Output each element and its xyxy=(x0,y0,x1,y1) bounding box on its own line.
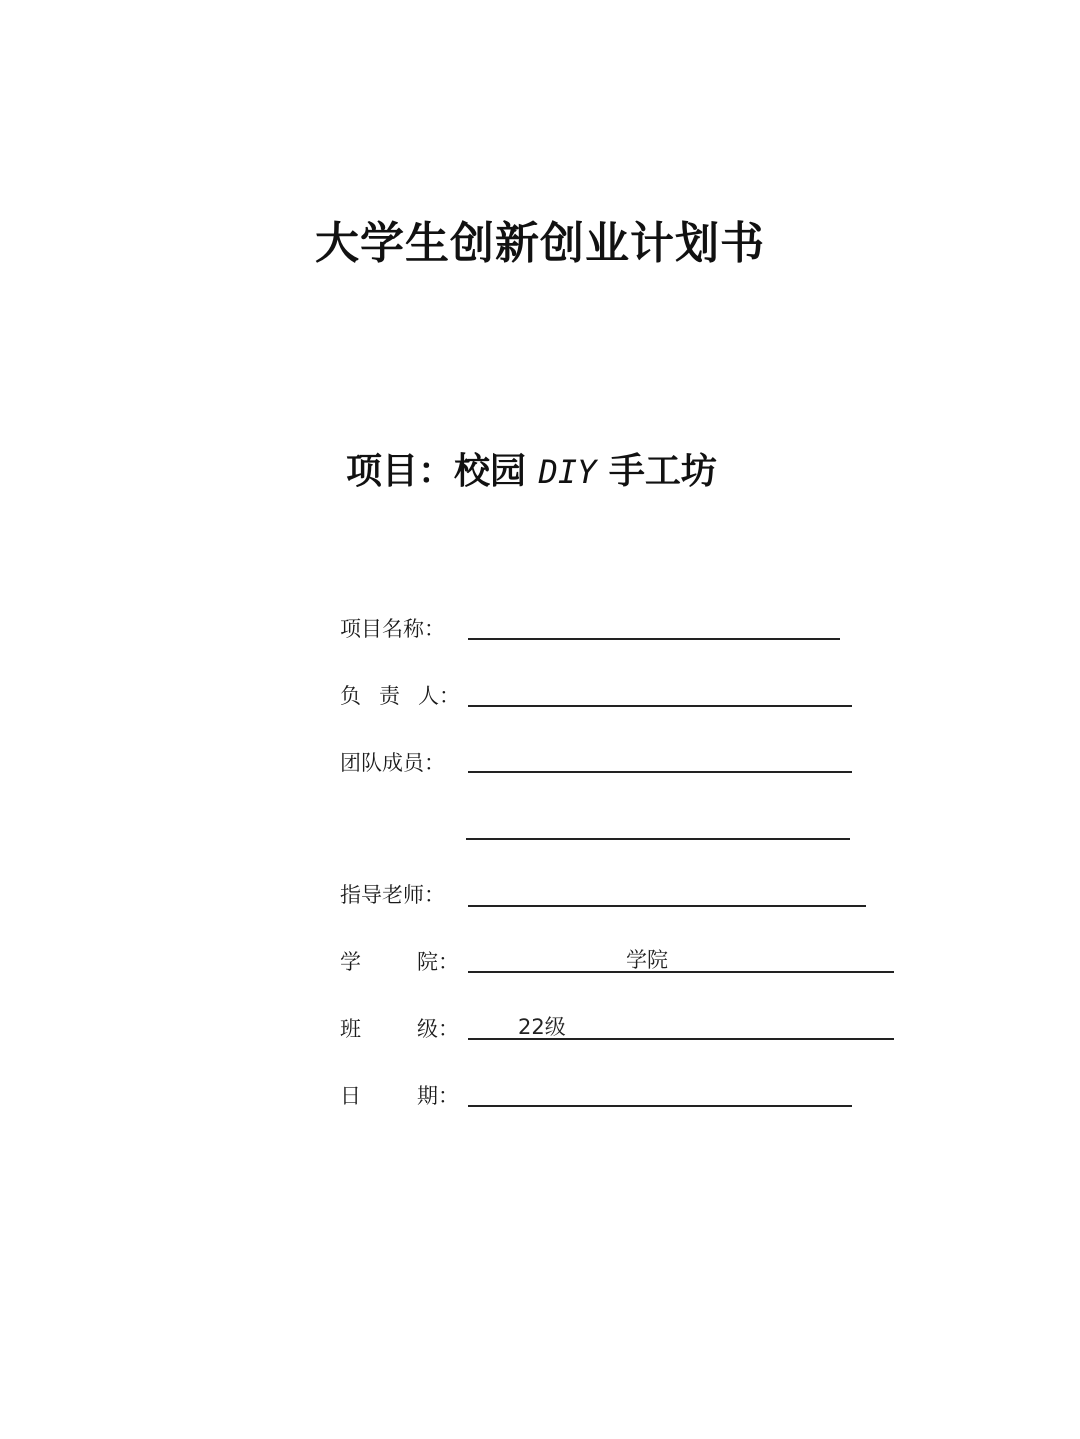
team-members-label: 团队成员： xyxy=(340,751,445,775)
advisor-label: 指导老师： xyxy=(340,883,445,907)
college-value: 学院 xyxy=(626,948,668,972)
project-name-line[interactable] xyxy=(468,638,840,640)
date-label-char-1: 日 xyxy=(340,1084,361,1108)
team-members-line-1[interactable] xyxy=(468,771,852,773)
project-heading xyxy=(346,446,717,497)
date-label-char-2: 期： xyxy=(417,1084,459,1108)
leader-label-char-2: 责 xyxy=(379,684,400,708)
college-label-char-1: 学 xyxy=(340,950,361,974)
class-value: 22级 xyxy=(518,1015,566,1039)
college-label-char-2: 院： xyxy=(417,950,459,974)
class-label-char-1: 班 xyxy=(340,1017,361,1041)
team-members-line-2[interactable] xyxy=(466,838,850,840)
class-label xyxy=(340,1014,459,1044)
date-line[interactable] xyxy=(468,1105,852,1107)
project-heading-latin: DIY xyxy=(538,453,597,491)
leader-label xyxy=(340,681,460,711)
page-title: 大学生创新创业计划书 xyxy=(315,218,765,269)
project-name-label: 项目名称： xyxy=(340,617,445,641)
project-heading-suffix: 手工坊 xyxy=(608,450,717,492)
date-label xyxy=(340,1081,459,1111)
project-heading-prefix: 项目：校园 xyxy=(346,450,527,492)
class-label-char-2: 级： xyxy=(417,1017,459,1041)
leader-label-char-3: 人： xyxy=(418,684,460,708)
leader-line[interactable] xyxy=(468,705,852,707)
advisor-line[interactable] xyxy=(468,905,866,907)
leader-label-char-1: 负 xyxy=(340,684,361,708)
college-label xyxy=(340,947,459,977)
college-line[interactable] xyxy=(468,971,894,973)
